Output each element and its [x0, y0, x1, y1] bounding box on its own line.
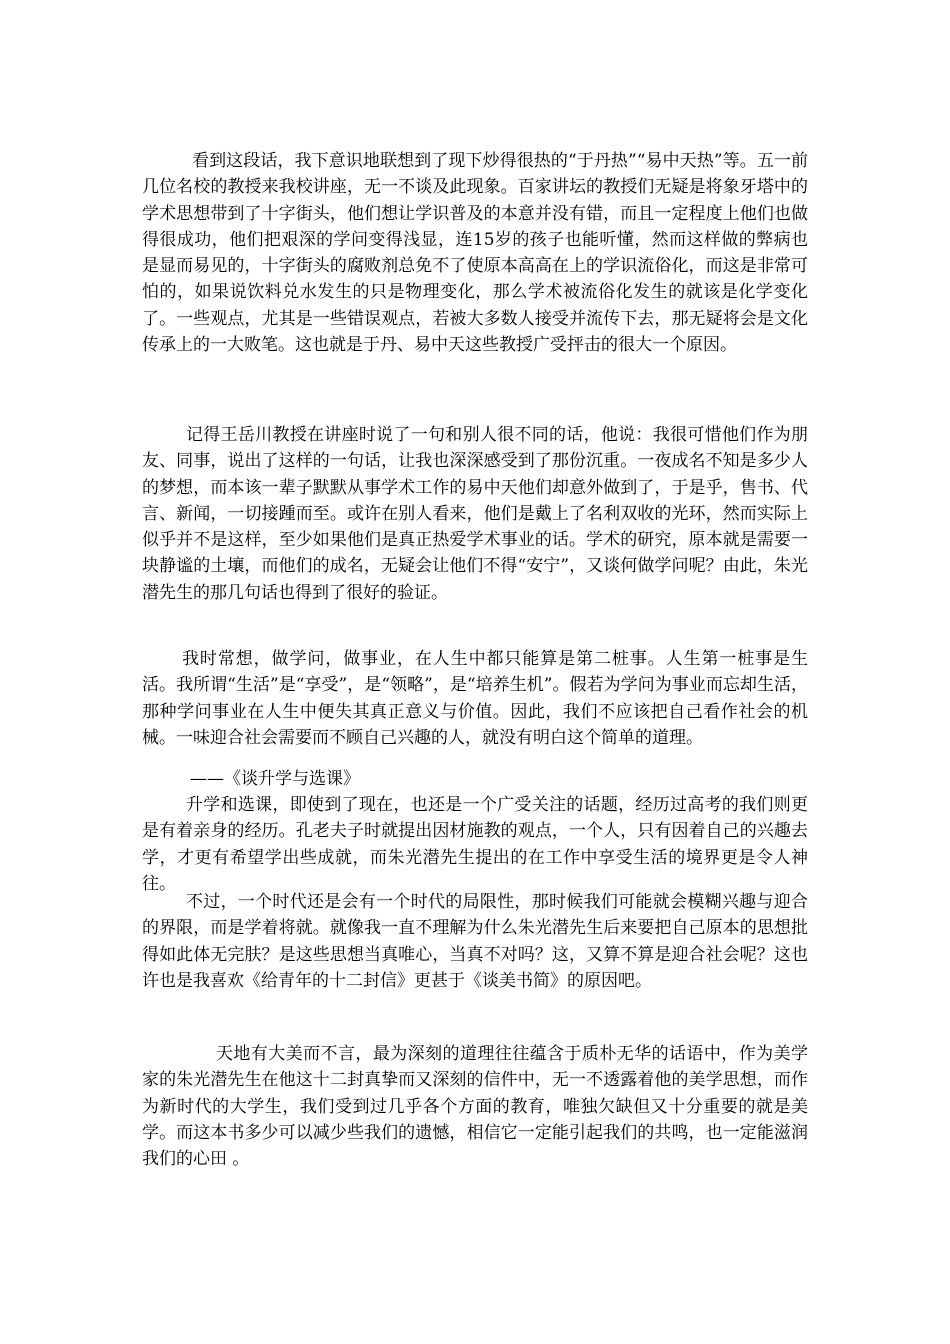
quotation-source: ——《谈升学与选课》 [190, 769, 360, 789]
paragraph-yudan-yizhongtian: 看到这段话，我下意识地联想到了现下炒得很热的“于丹热”“易中天热”等。五一前几位名校的教授来我校讲座，无一不谈及此现象。百家讲坛的教授们无疑是将象牙塔中的学术思想带到了十字街头，他们想让学识普及的本意并没有错，而且一定程度上他们也做得很成功，他们把艰深的学问变得浅显，连15岁的孩子也能听懂，然而这样做的弊病也是显而易见的，十字街头的腐败剂总免不了使原本高高在上的学识流俗化，而这是非常可怕的，如果说饮料兑水发生的只是物理变化，那么学术被流俗化发生的就该是化学变化了。一些观点，尤其是一些错误观点，若被大多数人接受并流传下去，那无疑将会是文化传承上的一大败笔。这也就是于丹、易中天这些教授广受抨击的很大一个原因。 [142, 151, 808, 356]
paragraph-era-limitations: 不过，一个时代还是会有一个时代的局限性，那时候我们可能就会模糊兴趣与迎合的界限，而是学着将就。就像我一直不理解为什么朱光潜先生后来要把自己原本的思想批得如此体无完肤？是这些思想当真唯心，当真不对吗？这，又算不算是迎合社会呢？这也许也是我喜欢《给青年的十二封信》更甚于《谈美书简》的原因吧。 [142, 892, 808, 991]
paragraph-aesthetics: 天地有大美而不言，最为深刻的道理往往蕴含于质朴无华的话语中，作为美学家的朱光潜先生在他这十二封真挚而又深刻的信件中，无一不透露着他的美学思想，而作为新时代的大学生，我们受到过几乎各个方面的教育，唯独欠缺但又十分重要的就是美学。而这本书多少可以减少些我们的遗憾，相信它一定能引起我们的共鸣，也一定能滋润我们的心田 。 [142, 1044, 808, 1170]
paragraph-admission-and-courses: 升学和选课，即使到了现在，也还是一个广受关注的话题，经历过高考的我们则更是有着亲身的经历。孔老夫子时就提出因材施教的观点，一个人，只有因着自己的兴趣去学，才更有希望学出些成就，而朱光潜先生提出的在工作中享受生活的境界更是令人神往。 [142, 795, 808, 894]
paragraph-wang-yuechuan: 记得王岳川教授在讲座时说了一句和别人很不同的话，他说：我很可惜他们作为朋友、同事，说出了这样的一句话，让我也深深感受到了那份沉重。一夜成名不知是多少人的梦想，而本该一辈子默默从事学术工作的易中天他们却意外做到了，于是乎，售书、代言、新闻，一切接踵而至。或许在别人看来，他们是戴上了名利双收的光环，然而实际上似乎并不是这样，至少如果他们是真正热爱学术事业的话。学术的研究，原本就是需要一块静谧的土壤，而他们的成名，无疑会让他们不得“安宁”，又谈何做学问呢？由此，朱光潜先生的那几句话也得到了很好的验证。 [142, 425, 808, 603]
paragraph-quotation: 我时常想，做学问，做事业，在人生中都只能算是第二桩事。人生第一桩事是生活。我所谓“生活”是“享受”，是“领略”，是“培养生机”。假若为学问为事业而忘却生活，那种学问事业在人生中便失其真正意义与价值。因此，我们不应该把自己看作社会的机械。一味迎合社会需要而不顾自己兴趣的人，就没有明白这个简单的道理。 [142, 649, 808, 748]
